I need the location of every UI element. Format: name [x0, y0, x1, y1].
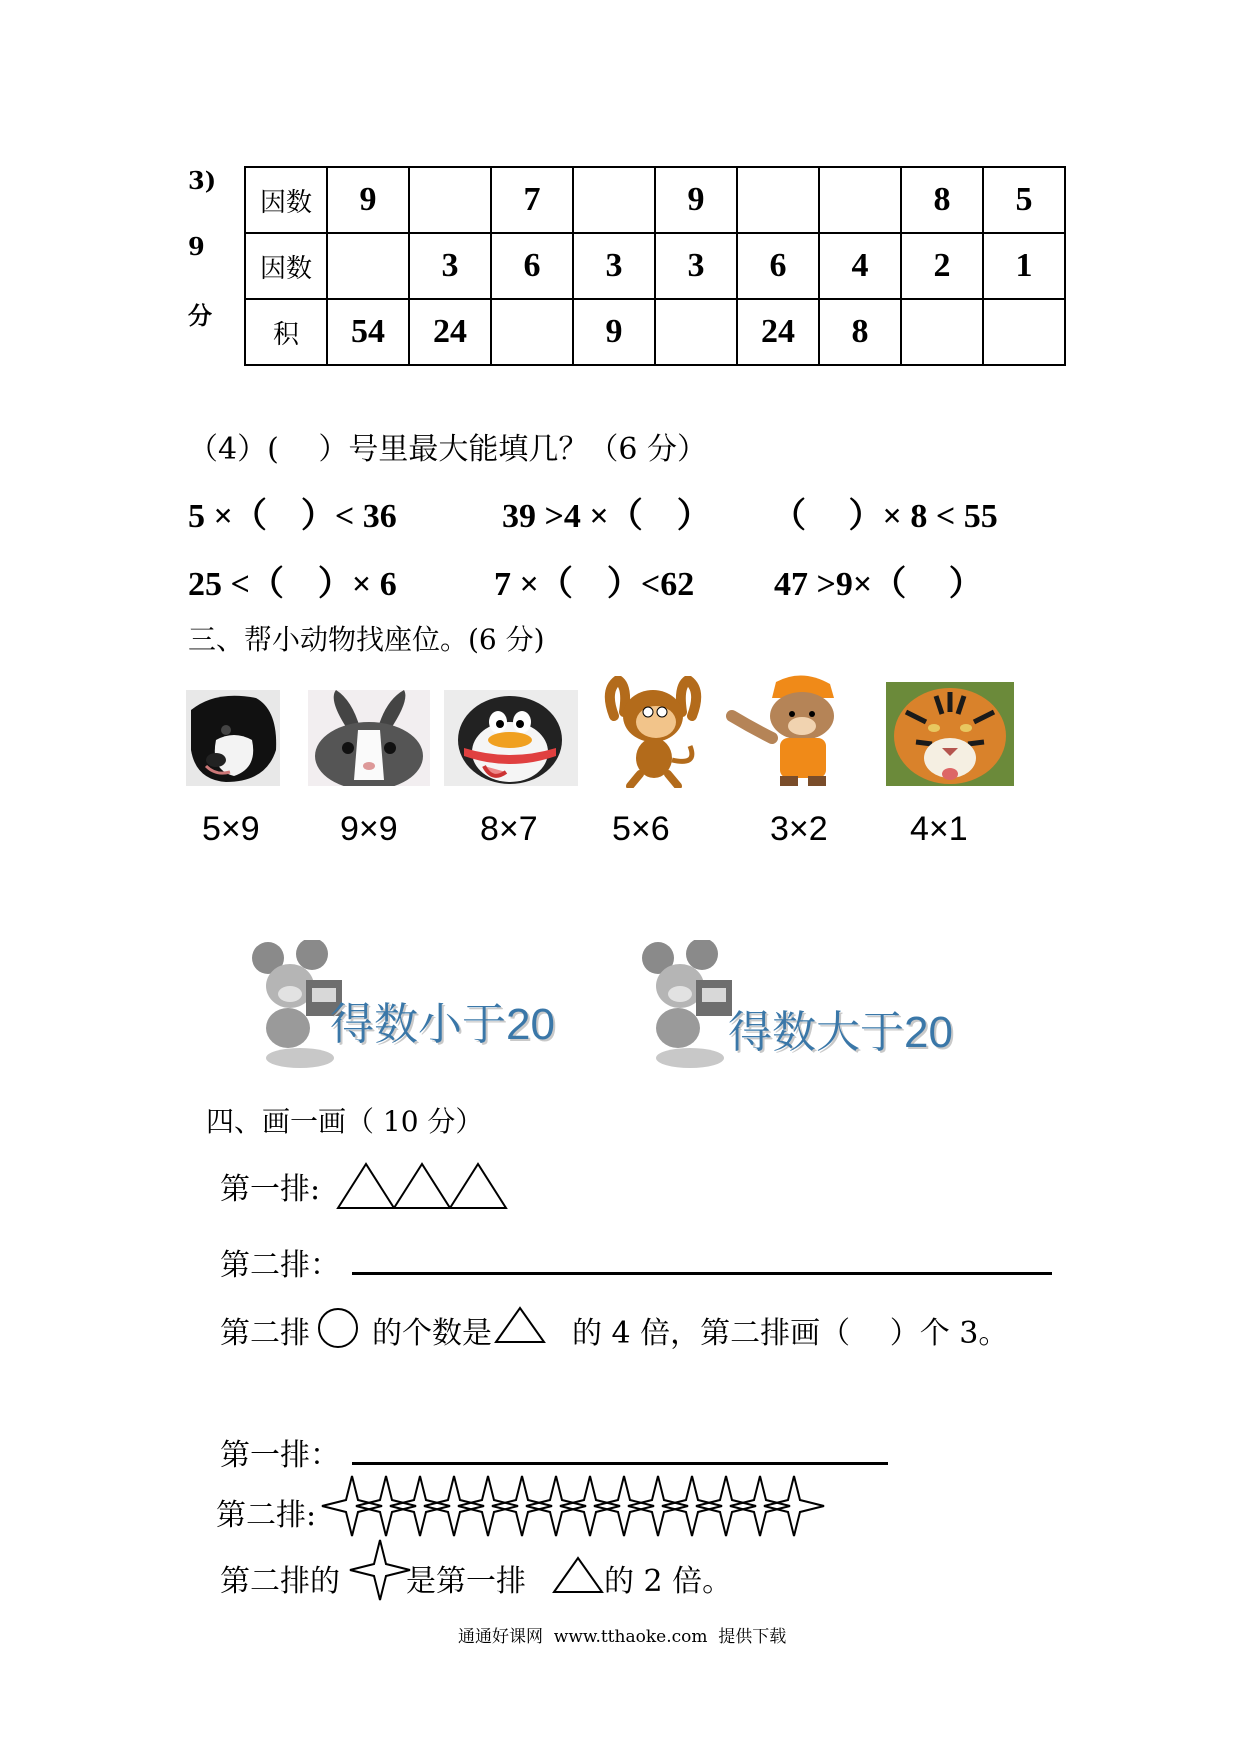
- row-header: 因数: [245, 167, 327, 233]
- row-header: 因数: [245, 233, 327, 299]
- table-cell[interactable]: [327, 233, 409, 299]
- triangle-icon: [552, 1554, 604, 1598]
- dog-expr: 5×9: [202, 810, 260, 848]
- star-shape: [356, 1476, 416, 1536]
- seat-greater-than-20[interactable]: 得数大于20: [728, 1008, 953, 1057]
- sec3-title: 三、帮小动物找座位。(6 分): [188, 623, 545, 656]
- monkey-icon: [594, 676, 712, 788]
- rabbit-icon: [308, 690, 430, 786]
- mouse-statue-icon: [640, 940, 740, 1074]
- star-icon: [348, 1538, 412, 1606]
- p2-text-c: 的 2 倍。: [604, 1564, 733, 1599]
- table-cell[interactable]: 4: [819, 233, 901, 299]
- star-shape: [730, 1476, 790, 1536]
- q4-expr-1: 5 ×（ ）< 36: [188, 498, 397, 535]
- bear-expr: 3×2: [770, 810, 828, 848]
- table-cell[interactable]: [737, 167, 819, 233]
- table-cell[interactable]: [573, 167, 655, 233]
- penguin-expr: 8×7: [480, 810, 538, 848]
- q4-expr-5: 7 ×（ ）<62: [494, 566, 695, 603]
- table-cell[interactable]: [655, 299, 737, 365]
- triangle-icon: [494, 1304, 546, 1348]
- table-row: [245, 167, 1065, 233]
- p2-text-b: 是第一排: [406, 1564, 526, 1599]
- p1-text-b: 的个数是: [372, 1316, 492, 1351]
- table-cell[interactable]: [491, 299, 573, 365]
- q4-expr-3: （ ）× 8 < 55: [772, 498, 998, 535]
- table-cell[interactable]: [901, 299, 983, 365]
- tiger-expr: 4×1: [910, 810, 968, 848]
- table-cell[interactable]: [409, 167, 491, 233]
- table-cell[interactable]: 6: [737, 233, 819, 299]
- p1-text-a: 第二排: [220, 1316, 310, 1351]
- star-shape: [696, 1476, 756, 1536]
- star-shape: [560, 1476, 620, 1536]
- table-cell[interactable]: 54: [327, 299, 409, 365]
- star-shape: [526, 1476, 586, 1536]
- answer-line[interactable]: [352, 1462, 888, 1465]
- seat-less-than-20[interactable]: 得数小于20: [330, 1000, 555, 1049]
- star-shape: [390, 1476, 450, 1536]
- p2-row2-label: 第二排:: [216, 1498, 317, 1533]
- table-cell[interactable]: 5: [983, 167, 1065, 233]
- table-side-label-1: 3): [188, 166, 217, 195]
- p1-text-c: 的 4 倍，第二排画（ ）个 3。: [572, 1316, 1009, 1351]
- table-side-label-2: 9: [188, 232, 205, 261]
- rabbit-expr: 9×9: [340, 810, 398, 848]
- table-cell[interactable]: 1: [983, 233, 1065, 299]
- monkey-expr: 5×6: [612, 810, 670, 848]
- star-shape: [424, 1476, 484, 1536]
- q4-expr-4: 25 <（ ）× 6: [188, 566, 397, 603]
- row-header: 积: [245, 299, 327, 365]
- table-cell[interactable]: 9: [327, 167, 409, 233]
- q4-title: （4）( ）号里最大能填几？（6 分）: [188, 432, 707, 467]
- bear-icon: [722, 672, 860, 788]
- answer-line[interactable]: [352, 1272, 1052, 1275]
- q4-expr-6: 47 >9×（ ）: [774, 566, 983, 603]
- p1-row2-label: 第二排：: [220, 1248, 340, 1283]
- circle-icon: [316, 1306, 360, 1354]
- p2-row1-label: 第一排：: [220, 1438, 340, 1473]
- table-cell[interactable]: 24: [737, 299, 819, 365]
- footer-credit: 通通好课网 www.tthaoke.com 提供下载: [458, 1627, 787, 1647]
- factor-product-table: [244, 166, 1066, 366]
- star-shape: [322, 1476, 382, 1536]
- dog-icon: [186, 690, 280, 786]
- star-row-icon: [318, 1474, 868, 1542]
- table-cell[interactable]: 9: [655, 167, 737, 233]
- table-cell[interactable]: [983, 299, 1065, 365]
- table-cell[interactable]: 3: [655, 233, 737, 299]
- star-shape: [662, 1476, 722, 1536]
- table-cell[interactable]: 3: [573, 233, 655, 299]
- star-shape: [492, 1476, 552, 1536]
- triangle-row-icon: [336, 1160, 510, 1214]
- p2-text-a: 第二排的: [220, 1564, 340, 1599]
- star-shape: [764, 1476, 824, 1536]
- table-row: [245, 299, 1065, 365]
- table-cell[interactable]: 24: [409, 299, 491, 365]
- penguin-icon: [444, 690, 578, 786]
- star-shape: [594, 1476, 654, 1536]
- star-shape: [458, 1476, 518, 1536]
- q4-expr-2: 39 >4 ×（ ）: [502, 498, 711, 535]
- table-cell[interactable]: 6: [491, 233, 573, 299]
- star-shape: [628, 1476, 688, 1536]
- p1-row1-label: 第一排:: [220, 1172, 321, 1207]
- sec4-title: 四、画一画（ 10 分）: [206, 1105, 484, 1138]
- table-cell[interactable]: 8: [819, 299, 901, 365]
- tiger-icon: [886, 682, 1014, 786]
- table-cell[interactable]: 9: [573, 299, 655, 365]
- table-cell[interactable]: 2: [901, 233, 983, 299]
- table-cell[interactable]: 7: [491, 167, 573, 233]
- table-cell[interactable]: 8: [901, 167, 983, 233]
- table-cell[interactable]: [819, 167, 901, 233]
- table-side-label-3: 分: [188, 301, 212, 330]
- table-cell[interactable]: 3: [409, 233, 491, 299]
- table-row: [245, 233, 1065, 299]
